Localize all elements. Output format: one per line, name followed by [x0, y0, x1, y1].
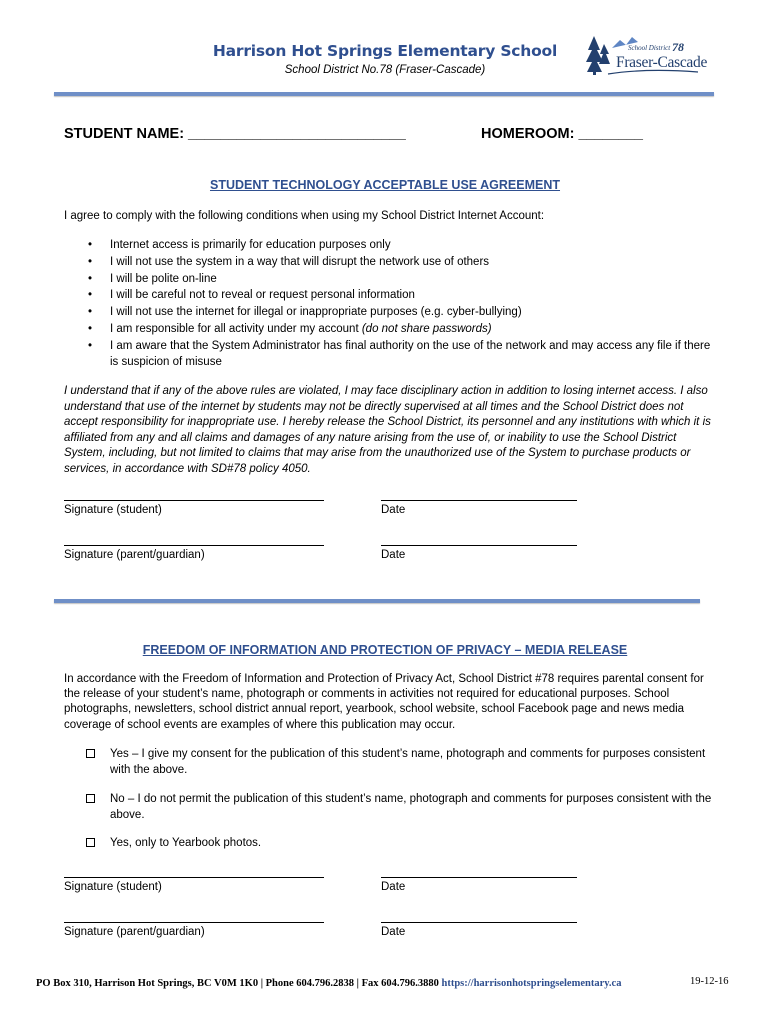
parent-date-line[interactable]: [381, 545, 577, 546]
bullet-icon: •: [88, 255, 93, 268]
parent-date-line[interactable]: [381, 922, 577, 923]
logo-number: 78: [672, 40, 684, 54]
section-divider: [54, 599, 700, 603]
school-website-link[interactable]: https://harrisonhotspringselementary.ca: [441, 978, 622, 989]
date-label: Date: [381, 881, 406, 893]
list-item: • I am responsible for all activity under my account (do not share passwords): [64, 322, 714, 338]
bullet-icon: •: [88, 239, 93, 251]
media-release-title: FREEDOM OF INFORMATION AND PROTECTION OF PRIVACY – MEDIA RELEASE: [142, 643, 628, 657]
homeroom-field[interactable]: HOMEROOM: ________: [481, 126, 643, 142]
student-signature-line[interactable]: [64, 500, 324, 501]
signature-parent-label: Signature (parent/guardian): [64, 926, 205, 938]
bullet-icon: •: [88, 289, 93, 302]
student-date-line[interactable]: [381, 877, 577, 878]
agreement-bullet-list: [64, 238, 714, 371]
date-label: Date: [381, 926, 406, 938]
logo-main-text: Fraser-Cascade: [616, 54, 708, 71]
liability-disclaimer: I understand that if any of the above rules are violated, I may face disciplinary action in addition to losing internet access. I also understand that use of the internet by students may not be directly supervised at all times and the School District does not accept responsibility for inappropriate use. I hereby release the School District, its personnel and any institutions with which it is affiliated from any and all claims and damages of any nature arising from the use of, or inability to use the School District System, including, but not limited to claims that may arise from the unauthorized use of the System to purchase products or services, in accordance with SD#78 policy 4050.: [64, 385, 711, 475]
tech-agreement-intro: I agree to comply with the following conditions when using my School District Internet Account:: [64, 210, 545, 222]
list-item: • Internet access is primarily for education purposes only: [64, 238, 714, 254]
consent-yearbook-option[interactable]: Yes, only to Yearbook photos.: [86, 836, 716, 852]
district-name: School District No.78 (Fraser-Cascade): [284, 64, 486, 76]
footer-address: PO Box 310, Harrison Hot Springs, BC V0M 1K0 | Phone 604.796.2838 | Fax 604.796.3880: [36, 978, 439, 989]
student-name-field[interactable]: STUDENT NAME: ___________________________: [64, 126, 406, 142]
parent-signature-line[interactable]: [64, 545, 324, 546]
password-note: (do not share passwords): [361, 322, 492, 335]
list-item: • I will not use the system in a way that will disrupt the network use of others: [64, 255, 714, 271]
media-release-body: In accordance with the Freedom of Information and Protection of Privacy Act, School District #78 requires parental consent for the release of your student’s name, photograph or comments in activities not required for educational purposes. School photographs, newsletters, school district annual report, yearbook, school website, school Facebook page and news media coverage of school events are examples of where this publication may occur.: [64, 673, 704, 731]
student-signature-line[interactable]: [64, 877, 324, 878]
parent-signature-line[interactable]: [64, 922, 324, 923]
list-item: • I will be polite on-line: [64, 272, 714, 288]
list-item: • I will not use the internet for illegal or inappropriate purposes (e.g. cyber-bullying): [64, 305, 714, 321]
student-date-line[interactable]: [381, 500, 577, 501]
checkbox-icon[interactable]: [86, 794, 95, 803]
list-item: • I am aware that the System Administrator has final authority on the use of the network and may access any file if there is suspicion of misuse: [88, 339, 711, 368]
header-divider: [54, 92, 714, 96]
bullet-icon: •: [88, 272, 93, 285]
signature-student-label: Signature (student): [64, 881, 162, 893]
school-name: Harrison Hot Springs Elementary School: [212, 42, 558, 60]
date-label: Date: [381, 504, 406, 516]
logo-small-text: School District: [628, 44, 671, 52]
signature-student-label: Signature (student): [64, 504, 162, 516]
tech-agreement-title: STUDENT TECHNOLOGY ACCEPTABLE USE AGREEMENT: [209, 178, 561, 192]
list-item: • I will be careful not to reveal or request personal information: [64, 288, 714, 304]
checkbox-icon[interactable]: [86, 838, 95, 847]
footer-date: 19-12-16: [690, 976, 729, 987]
signature-parent-label: Signature (parent/guardian): [64, 549, 205, 561]
consent-no-option[interactable]: No – I do not permit the publication of this student’s name, photograph and comments for purposes consistent with the above.: [86, 792, 716, 823]
bullet-icon: •: [88, 339, 93, 352]
bullet-icon: •: [88, 306, 93, 319]
footer-contact: [36, 978, 621, 989]
date-label: Date: [381, 549, 406, 561]
bullet-icon: •: [88, 322, 93, 335]
consent-yes-option[interactable]: Yes – I give my consent for the publication of this student’s name, photograph and comments for purposes consistent with the above.: [86, 747, 716, 778]
checkbox-icon[interactable]: [86, 749, 95, 758]
